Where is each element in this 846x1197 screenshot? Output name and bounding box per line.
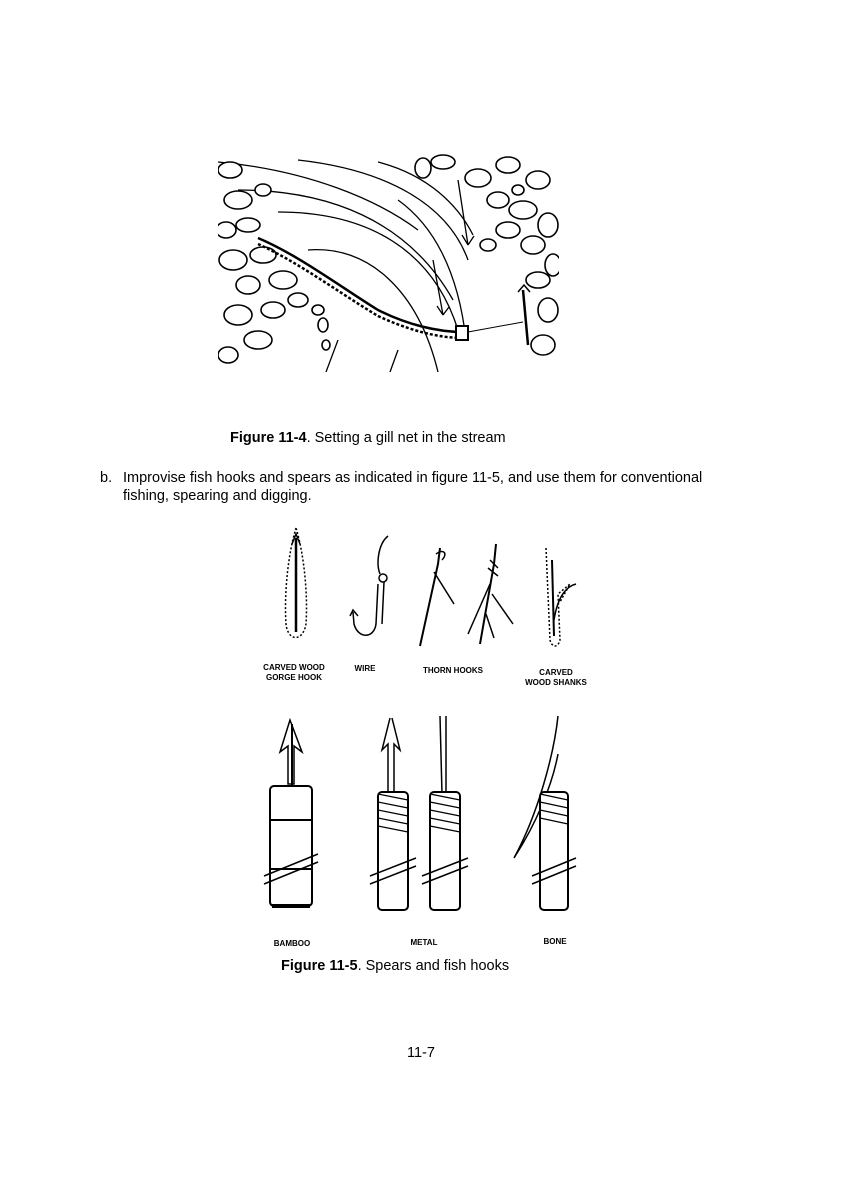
- figure-11-5-label: Figure 11-5: [281, 958, 358, 974]
- wire-hook-drawing: [350, 536, 388, 635]
- label-thorn-hooks: THORN HOOKS: [423, 666, 483, 675]
- page-number: 11-7: [407, 1045, 435, 1061]
- thorn-hook-drawing: [420, 544, 513, 646]
- label-carved-wood-gorge-2: GORGE HOOK: [265, 673, 323, 682]
- label-carved-wood-shanks-1: CARVED: [539, 668, 573, 677]
- spears-and-hooks-illustration: [258, 524, 600, 956]
- wood-shank-drawing: [546, 548, 576, 646]
- figure-11-5-caption: [281, 958, 509, 974]
- label-bamboo: BAMBOO: [273, 939, 311, 948]
- label-wire: WIRE: [354, 664, 376, 673]
- paragraph-b-text: Improvise fish hooks and spears as indicated in figure 11-5, and use them for conventional fishing, spearing and digging.: [123, 470, 703, 504]
- label-carved-wood-gorge-1: CARVED WOOD: [263, 663, 325, 672]
- figure-11-5-caption-text: . Spears and fish hooks: [357, 958, 510, 974]
- figure-11-4-caption-text: . Setting a gill net in the stream: [306, 430, 506, 446]
- label-carved-wood-shanks-2: WOOD SHANKS: [525, 678, 587, 687]
- list-marker: b.: [100, 470, 113, 486]
- metal-spear-drawing: [370, 716, 468, 910]
- label-bone: BONE: [543, 937, 567, 946]
- figure-11-4-label: Figure 11-4: [230, 430, 307, 446]
- gill-net-drawing: [218, 150, 559, 376]
- paragraph-b: [100, 469, 720, 505]
- bamboo-spear-drawing: [264, 720, 318, 906]
- label-metal: METAL: [410, 938, 438, 947]
- hooks-drawing: [258, 524, 600, 956]
- gill-net-illustration: [218, 150, 559, 376]
- gorge-hook-drawing: [285, 528, 306, 638]
- figure-11-4-caption: [230, 430, 506, 446]
- bone-spear-drawing: [514, 716, 576, 910]
